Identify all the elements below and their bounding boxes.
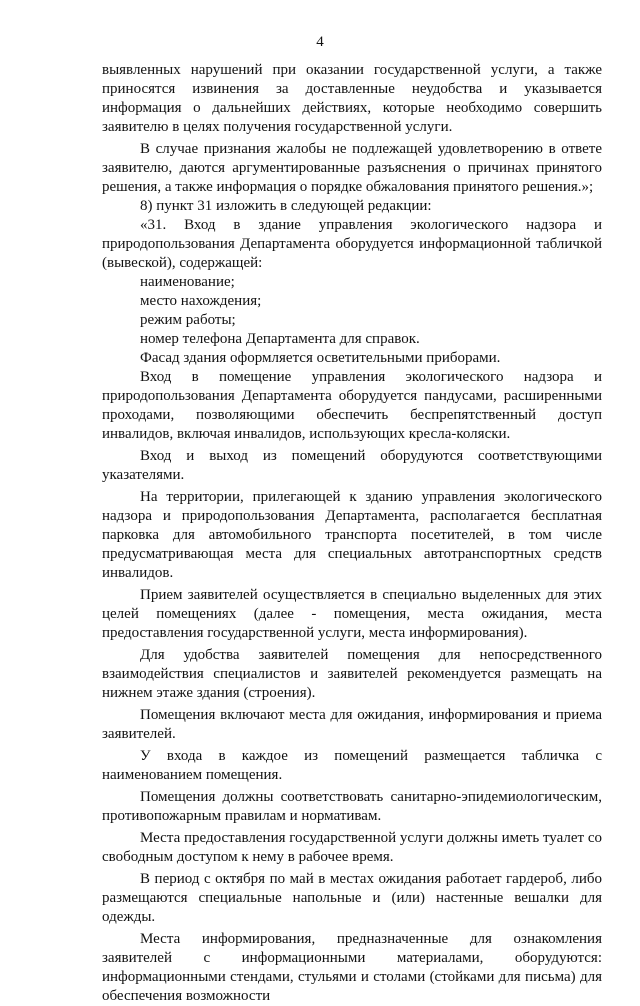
list-item-name: наименование; — [140, 274, 235, 290]
paragraph-info-places: Места информирования, предназначенные для ознакомления заявителей с информационными материалами, оборудуются: информационными стендами, стульями и столами (стойками для письма) для обеспечения возможности — [102, 931, 602, 1004]
paragraph-wardrobe: В период с октября по май в местах ожидания работает гардероб, либо размещаются специальные напольные и (или) настенные вешалки для одежды. — [102, 871, 602, 925]
paragraph-sanitary: Помещения должны соответствовать санитарно-эпидемиологическим, противопожарным правилам и нормативам. — [102, 789, 602, 824]
paragraph-signs: Вход и выход из помещений оборудуются соответствующими указателями. — [102, 448, 602, 483]
list-item-phone: номер телефона Департамента для справок. — [140, 331, 420, 347]
paragraph-continuation: выявленных нарушений при оказании государственной услуги, а также приносятся извинения за доставленные неудобства и указывается информация о дальнейших действиях, которые необходимо совершить заявителю в целях получения государственной услуги. — [102, 62, 602, 135]
paragraph-nameplate: У входа в каждое из помещений размещается табличка с наименованием помещения. — [102, 748, 602, 783]
paragraph-toilet: Места предоставления государственной услуги должны иметь туалет со свободным доступом к нему в рабочее время. — [102, 830, 602, 865]
paragraph-point-31: «31. Вход в здание управления экологического надзора и природопользования Департамента оборудуется информационной табличкой (вывеской), содержащей: — [102, 217, 602, 271]
paragraph-parking: На территории, прилегающей к зданию управления экологического надзора и природопользования Департамента, располагается бесплатная парковка для автомобильного транспорта посетителей, в том числе предусматривающая места для специальных автотранспортных средств инвалидов. — [102, 489, 602, 581]
page-number: 4 — [316, 34, 324, 50]
document-body — [102, 61, 602, 1006]
paragraph-entrance-ramps: Вход в помещение управления экологического надзора и природопользования Департамента оборудуется пандусами, расширенными проходами, позволяющими обеспечить беспрепятственный доступ инвалидов, включая инвалидов, использующих кресла-коляски. — [102, 369, 602, 442]
paragraph-item-8: 8) пункт 31 изложить в следующей редакции: — [140, 198, 432, 214]
list-item-location: место нахождения; — [140, 293, 262, 309]
list-item-schedule: режим работы; — [140, 312, 236, 328]
paragraph-premises-include: Помещения включают места для ожидания, информирования и приема заявителей. — [102, 707, 602, 742]
paragraph-reception: Прием заявителей осуществляется в специально выделенных для этих целей помещениях (далее - помещения, места ожидания, места предоставления государственной услуги, места информирования). — [102, 587, 602, 641]
paragraph-ground-floor: Для удобства заявителей помещения для непосредственного взаимодействия специалистов и заявителей рекомендуется размещать на нижнем этаже здания (строения). — [102, 647, 602, 701]
paragraph-complaint-rejection: В случае признания жалобы не подлежащей удовлетворению в ответе заявителю, даются аргументированные разъяснения о причинах принятого решения, а также информация о порядке обжалования принятого решения.»; — [102, 141, 602, 195]
paragraph-facade: Фасад здания оформляется осветительными приборами. — [140, 350, 501, 366]
